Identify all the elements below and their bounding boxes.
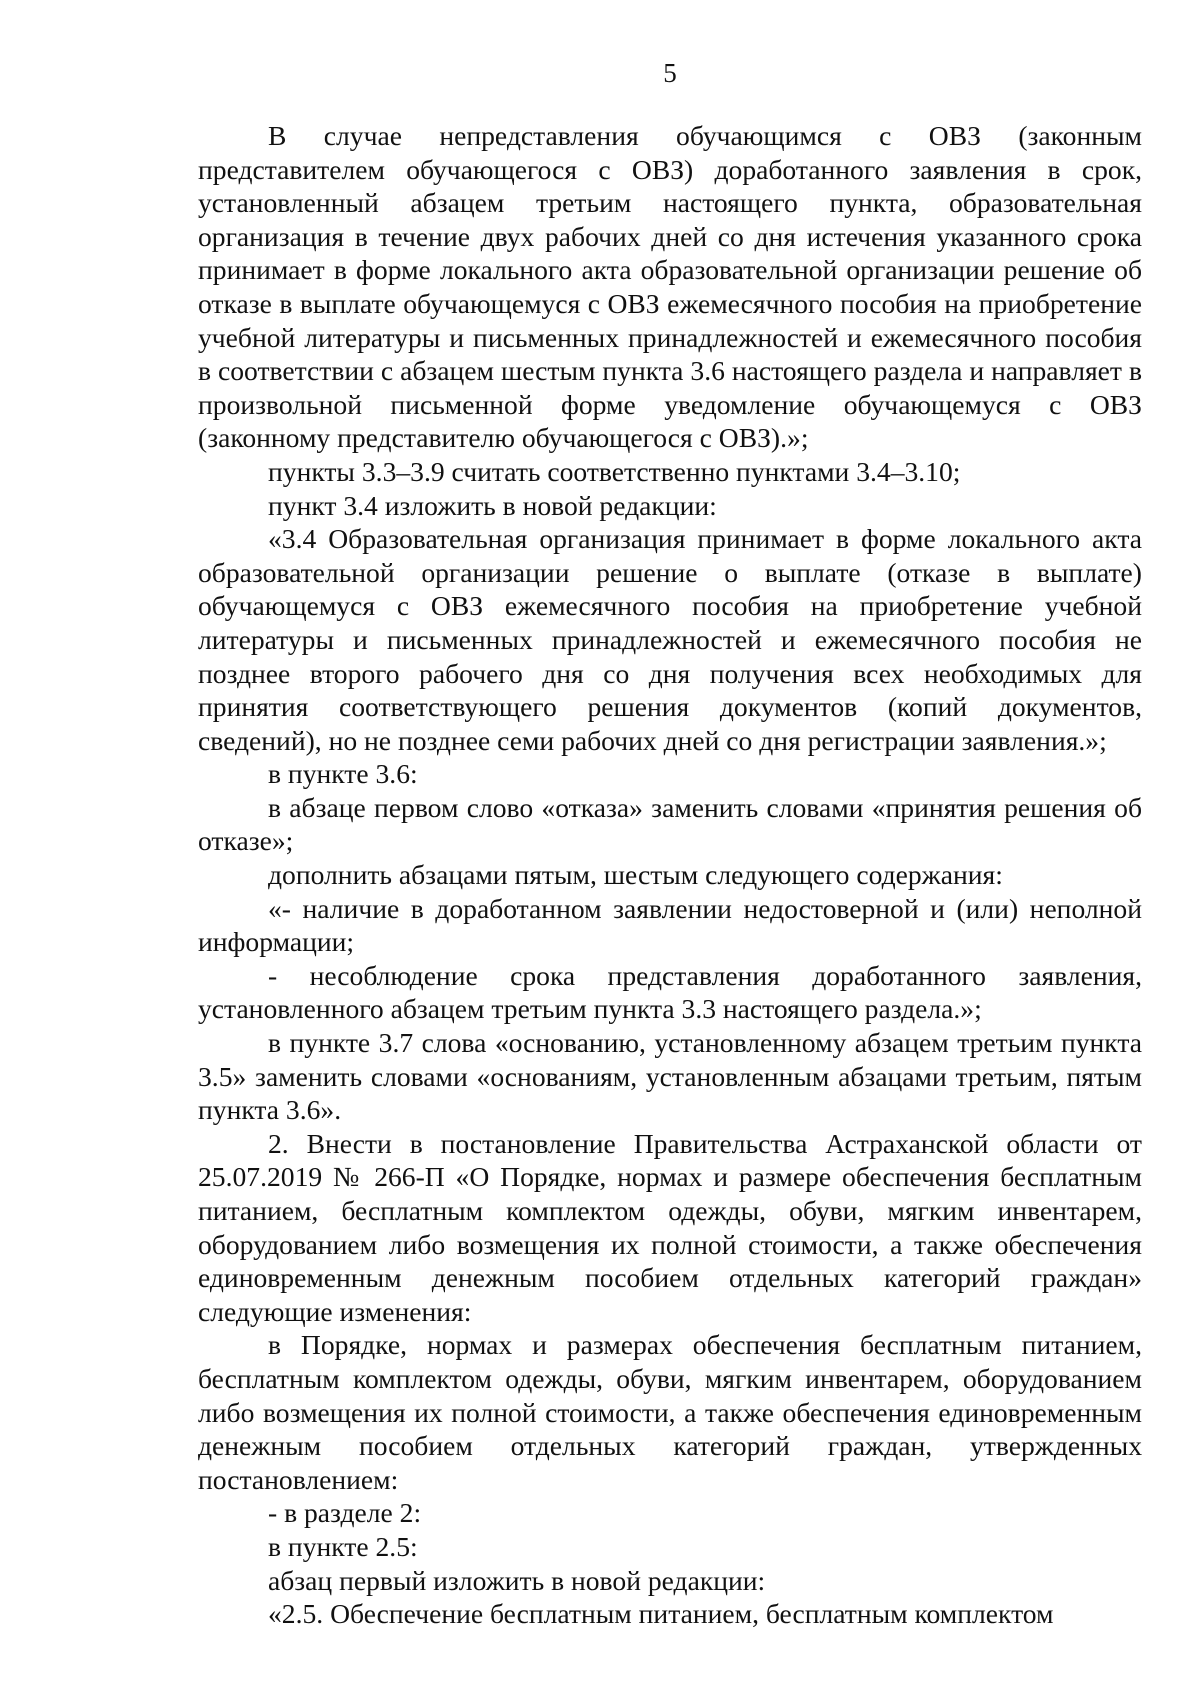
paragraph-section-2: - в разделе 2: xyxy=(268,1497,422,1529)
paragraph-deadline-violation: - несоблюдение срока представления доработанного заявления, установленного абзацем третьим пункта 3.3 настоящего раздела.»; xyxy=(198,959,1142,1025)
paragraph-add-abzacs: дополнить абзацами пятым, шестым следующего содержания: xyxy=(268,859,1003,891)
document-body xyxy=(198,119,1142,1631)
paragraph-point-2-5: в пункте 2.5: xyxy=(268,1530,418,1562)
paragraph-incomplete-info: «- наличие в доработанном заявлении недостоверной и (или) неполной информации; xyxy=(198,892,1142,958)
paragraph-section-2-resolution: 2. Внести в постановление Правительства Астраханской области от 25.07.2019 № 266-П «О Порядке, нормах и размере обеспечения бесплатным питанием, бесплатным комплектом одежды, обуви, мягким инвентарем, оборудованием либо возмещения их полной стоимости, а также обеспечения единовременным денежным пособием отдельных категорий граждан» следующие изменения: xyxy=(198,1127,1142,1327)
paragraph-point-3-4-intro: пункт 3.4 изложить в новой редакции: xyxy=(268,489,717,521)
paragraph-point-2-5-text: «2.5. Обеспечение бесплатным питанием, бесплатным комплектом xyxy=(268,1598,1054,1630)
paragraph-first-abzac-new: абзац первый изложить в новой редакции: xyxy=(268,1564,766,1596)
paragraph-point-3-6-intro: в пункте 3.6: xyxy=(268,758,418,790)
paragraph-order-norms: в Порядке, нормах и размерах обеспечения бесплатным питанием, бесплатным комплектом одежды, обуви, мягким инвентарем, оборудованием либо возмещения их полной стоимости, а также обеспечения единовременным денежным пособием отдельных категорий граждан, утвержденных постановлением: xyxy=(198,1329,1142,1495)
paragraph-first-abzac-change: в абзаце первом слово «отказа» заменить словами «принятия решения об отказе»; xyxy=(198,791,1142,857)
paragraph-nonsubmission-refusal: В случае непредставления обучающимся с ОВЗ (законным представителем обучающегося с ОВЗ) доработанного заявления в срок, установленный абзацем третьим настоящего пункта, образовательная организация в течение двух рабочих дней со дня истечения указанного срока принимает в форме локального акта образовательной организации решение об отказе в выплате обучающемуся с ОВЗ ежемесячного пособия на приобретение учебной литературы и письменных принадлежностей и ежемесячного пособия в соответствии с абзацем шестым пункта 3.6 настоящего раздела и направляет в произвольной письменной форме уведомление обучающемуся с ОВЗ (законному представителю обучающегося с ОВЗ).»; xyxy=(198,120,1142,454)
paragraph-point-3-7-change: в пункте 3.7 слова «основанию, установленному абзацем третьим пункта 3.5» заменить словами «основаниям, установленным абзацами третьим, пятым пункта 3.6». xyxy=(198,1027,1142,1126)
paragraph-point-3-4-text: «3.4 Образовательная организация принимает в форме локального акта образовательной организации решение о выплате (отказе в выплате) обучающемуся с ОВЗ ежемесячного пособия на приобретение учебной литературы и письменных принадлежностей и ежемесячного пособия не позднее второго рабочего дня со дня получения всех необходимых для принятия соответствующего решения документов (копий документов, сведений), но не позднее семи рабочих дней со дня регистрации заявления.»; xyxy=(198,523,1142,756)
paragraph-renumber-points: пункты 3.3–3.9 считать соответственно пунктами 3.4–3.10; xyxy=(268,455,961,487)
page-number: 5 xyxy=(663,58,677,88)
